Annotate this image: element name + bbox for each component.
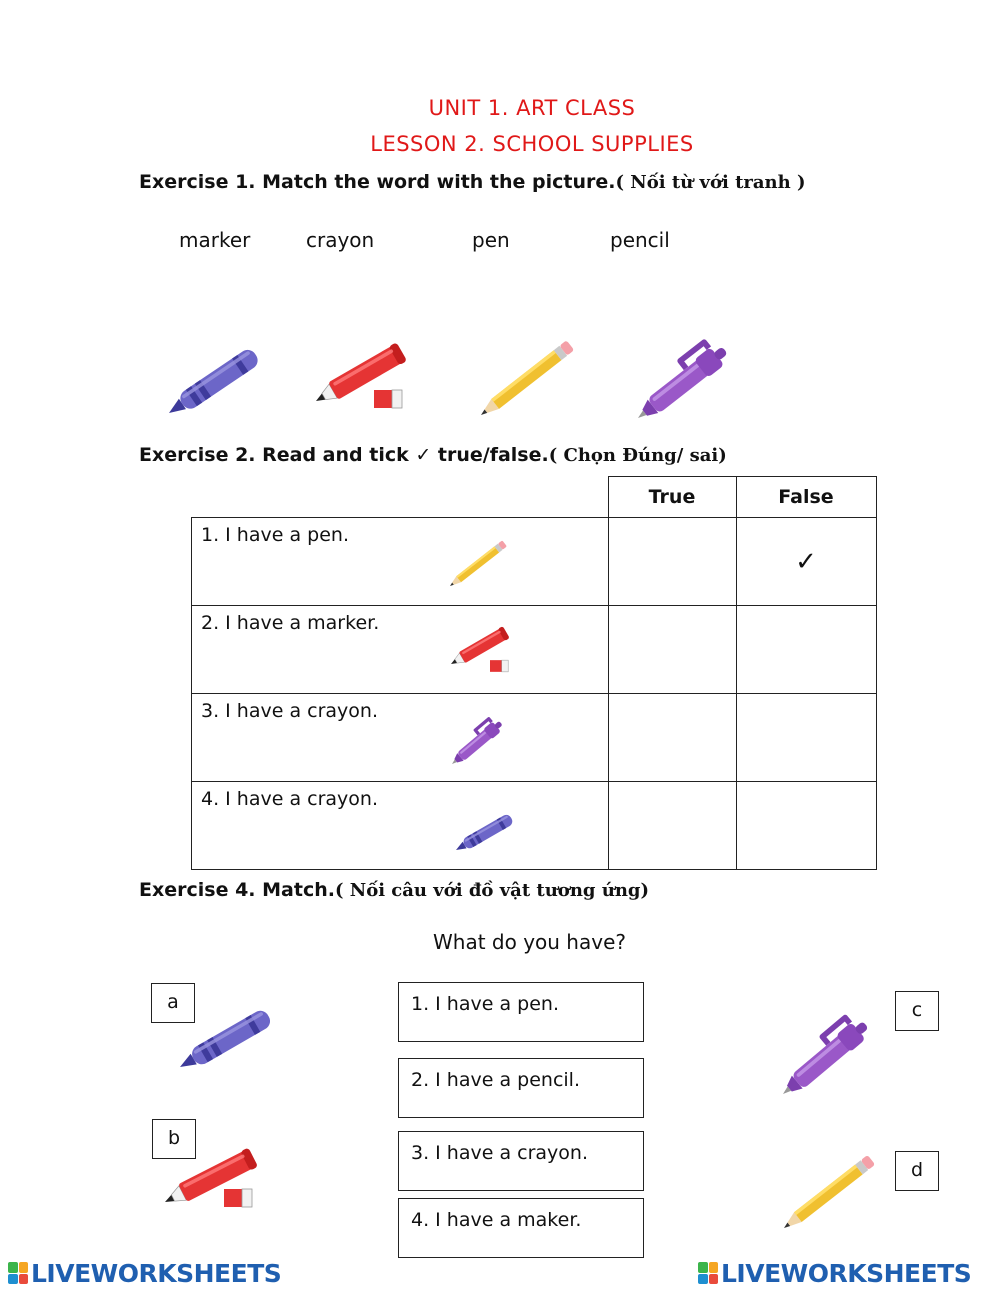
marker-picture xyxy=(448,622,523,677)
crayon-picture[interactable] xyxy=(160,335,270,420)
marker-picture[interactable] xyxy=(310,335,420,420)
label-box-c[interactable]: c xyxy=(895,991,939,1031)
pen-picture[interactable] xyxy=(630,328,750,423)
word-marker[interactable]: marker xyxy=(179,228,251,252)
crayon-picture-a[interactable] xyxy=(175,995,285,1075)
exercise4-title: Exercise 4. Match. xyxy=(139,879,335,901)
statement-1 xyxy=(192,518,609,606)
table-corner xyxy=(192,477,609,518)
marker-picture-b[interactable] xyxy=(160,1132,275,1217)
table-row xyxy=(192,694,877,782)
logo-text: LIVEWORKSHEETS xyxy=(721,1258,972,1288)
label-box-a[interactable]: a xyxy=(151,983,195,1023)
true-cell-4[interactable] xyxy=(608,782,736,870)
true-false-table xyxy=(191,476,877,870)
label-box-d[interactable]: d xyxy=(895,1151,939,1191)
exercise2-title-vn: ( Chọn Đúng/ sai) xyxy=(548,445,727,466)
sentence-box-3[interactable]: 3. I have a crayon. xyxy=(398,1131,644,1191)
exercise2-heading xyxy=(139,444,727,466)
statement-text: 2. I have a marker. xyxy=(201,612,380,634)
word-pen[interactable]: pen xyxy=(472,228,510,252)
true-cell-1[interactable] xyxy=(608,518,736,606)
statement-text: 4. I have a crayon. xyxy=(201,788,379,810)
table-row xyxy=(192,782,877,870)
pencil-picture[interactable] xyxy=(475,335,585,420)
statement-2 xyxy=(192,606,609,694)
logo-text: LIVEWORKSHEETS xyxy=(31,1258,282,1288)
unit-title: UNIT 1. ART CLASS xyxy=(428,96,636,120)
label-box-b[interactable]: b xyxy=(152,1119,196,1159)
exercise1-title-vn: ( Nối từ với tranh ) xyxy=(615,172,806,193)
header-true: True xyxy=(608,477,736,518)
false-cell-2[interactable] xyxy=(736,606,876,694)
exercise4-heading xyxy=(139,879,649,901)
false-cell-3[interactable] xyxy=(736,694,876,782)
logo-icon xyxy=(8,1262,28,1284)
exercise1-heading xyxy=(139,171,806,193)
pen-picture xyxy=(446,708,516,768)
false-cell-1[interactable]: ✓ xyxy=(736,518,876,606)
statement-4 xyxy=(192,782,609,870)
liveworksheets-logo-left xyxy=(8,1258,281,1288)
exercise1-title: Exercise 1. Match the word with the picture. xyxy=(139,171,616,193)
table-row xyxy=(192,606,877,694)
lesson-title: LESSON 2. SCHOOL SUPPLIES xyxy=(370,132,694,156)
sentence-box-1[interactable]: 1. I have a pen. xyxy=(398,982,644,1042)
header-false: False xyxy=(736,477,876,518)
pencil-picture xyxy=(446,536,516,591)
word-pencil[interactable]: pencil xyxy=(610,228,670,252)
pencil-picture-d[interactable] xyxy=(778,1148,883,1233)
liveworksheets-logo-right xyxy=(698,1258,971,1288)
table-row xyxy=(192,518,877,606)
sentence-box-4[interactable]: 4. I have a maker. xyxy=(398,1198,644,1258)
true-cell-2[interactable] xyxy=(608,606,736,694)
sentence-box-2[interactable]: 2. I have a pencil. xyxy=(398,1058,644,1118)
exercise4-question: What do you have? xyxy=(433,930,626,954)
exercise4-title-vn: ( Nối câu với đồ vật tương ứng) xyxy=(334,880,650,901)
pen-picture-c[interactable] xyxy=(775,1000,890,1100)
false-cell-4[interactable] xyxy=(736,782,876,870)
word-crayon[interactable]: crayon xyxy=(306,228,375,252)
exercise2-title: Exercise 2. Read and tick ✓ true/false. xyxy=(139,444,549,466)
statement-text: 1. I have a pen. xyxy=(201,524,349,546)
logo-icon xyxy=(698,1262,718,1284)
statement-3 xyxy=(192,694,609,782)
crayon-picture xyxy=(452,802,522,857)
statement-text: 3. I have a crayon. xyxy=(201,700,379,722)
true-cell-3[interactable] xyxy=(608,694,736,782)
